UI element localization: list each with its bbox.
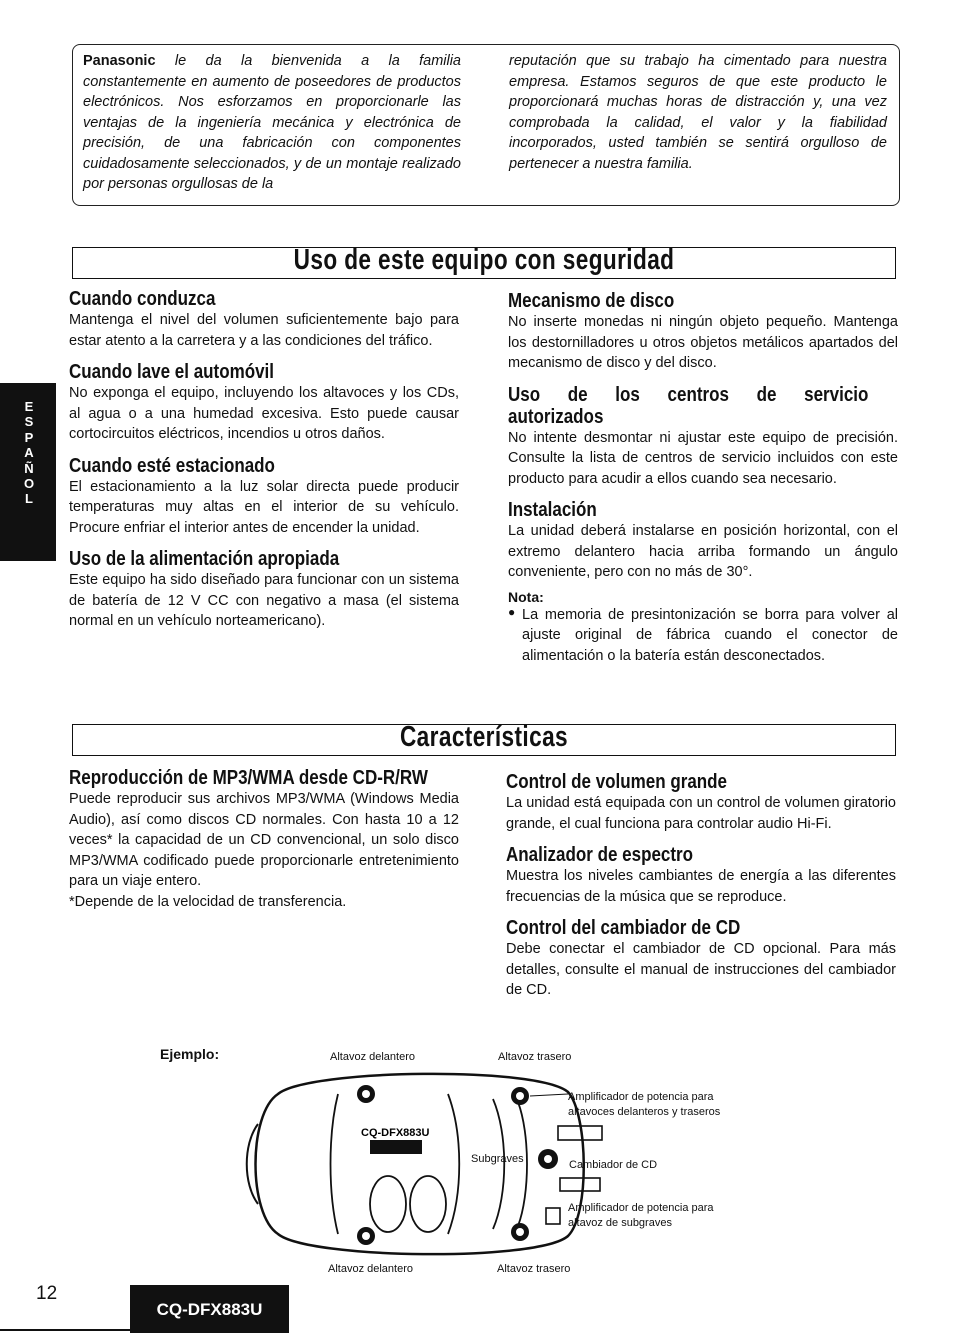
intro-box: [72, 44, 900, 206]
label-amp-front-rear: Amplificador de potencia para altavoces delanteros y traseros: [568, 1091, 721, 1118]
section-banner-features: [72, 721, 896, 756]
intro-left-text: Panasonic le da la bienvenida a la familia constantemente en aumento de poseedores de productos electrónicos. Nos esforzamos en proporcionarle las ventajas de la ingeniería mecánica y electrónica de precisión, de una fabricación con componentes cuidadosamente seleccionados, y de un montaje realizado por personas orgullosas de la: [83, 53, 461, 192]
features-left-column: [69, 767, 459, 912]
topic-disc-mechanism: Mecanismo de disco No inserte monedas ni ningún objeto pequeño. Mantenga los destornilladores u otros objetos metálicos apartados del mecanismo de disco y del disco.: [508, 290, 898, 371]
model-tab: [130, 1285, 289, 1333]
label-rear-speaker-bottom: Altavoz trasero: [497, 1263, 571, 1275]
language-tab-label: E S P A Ñ O L: [24, 399, 35, 507]
section-title-safety: Uso de este equipo con seguridad: [293, 244, 675, 276]
topic-parked: Cuando esté estacionado El estacionamiento a la luz solar directa puede producir temperaturas muy altas en el interior de su vehículo. Procure enfriar el interior antes de encender la unidad.: [69, 454, 459, 536]
example-label: Ejemplo:: [160, 1046, 220, 1062]
amp-sub-icon: [546, 1208, 560, 1224]
features-right-column: [506, 771, 896, 1001]
label-subwoofer: Subgraves: [471, 1153, 524, 1165]
seat-left: [370, 1176, 406, 1232]
section-title-features: Características: [399, 721, 569, 753]
bullet-icon: ●: [508, 604, 516, 619]
feature-mp3-wma: Reproducción de MP3/WMA desde CD-R/RW Puede reproducir sus archivos MP3/WMA (Windows Media Audio), así como discos CD normales. Con hasta 10 a 12 veces* la capacidad de un CD convencional, un solo disco MP3/WMA codificado puede proporcionarle entretenimiento para un viaje entero.: [69, 767, 459, 889]
note-item: ● La memoria de presintonización se borra para volver al ajuste original de fábrica cuando el conector de alimentación o la batería están desconectados.: [508, 604, 898, 664]
topic-installation: Instalación La unidad deberá instalarse en posición horizontal, con el extremo delantero hacia arriba formando un ángulo conveniente, pero con no más de 30°.: [508, 499, 898, 580]
topic-driving: Cuando conduzca Mantenga el nivel del volumen suficientemente bajo para estar atento a la carretera y a las condiciones del tráfico.: [69, 288, 459, 349]
label-front-speaker-bottom: Altavoz delantero: [328, 1263, 413, 1275]
topic-washing: Cuando lave el automóvil No exponga el equipo, incluyendo los altavoces y los CDs, al agua o a una humedad excesiva. Esto puede causar cortocircuitos eléctricos, incendios u otros daños.: [69, 361, 459, 442]
language-tab: [0, 383, 56, 561]
feature-spectrum-analyzer: Analizador de espectro Muestra los niveles cambiantes de energía a las diferentes frecuencias de la música que se reproduce.: [506, 844, 896, 905]
label-amp-subwoofer: Amplificador de potencia para altavoz de subgraves: [568, 1202, 714, 1229]
seat-right: [410, 1176, 446, 1232]
cd-changer-icon: [560, 1178, 600, 1191]
footnote: *Depende de la velocidad de transferencia.: [69, 893, 347, 910]
safety-right-column: [508, 290, 898, 666]
footer-rule: [0, 1329, 130, 1331]
safety-left-column: [69, 288, 459, 632]
label-rear-speaker-top: Altavoz trasero: [498, 1051, 572, 1063]
label-front-speaker-top: Altavoz delantero: [330, 1051, 415, 1063]
section-banner-safety: [72, 244, 896, 279]
page-number: 12: [36, 1283, 58, 1304]
topic-power: Uso de la alimentación apropiada Este equipo ha sido diseñado para funcionar con un sistema de batería de 12 V CC con negativo a masa (el sistema normal en un vehículo norteamericano).: [69, 548, 459, 629]
car-body-outline: [256, 1074, 584, 1254]
brand-name: Panasonic: [83, 53, 156, 69]
intro-right-text: reputación que su trabajo ha cimentado para nuestra empresa. Estamos seguros de que este producto le proporcionará muchas horas de distracción y, una vez comprobada la calidad, el valor y la fiabilidad incorporados, usted también se sentirá orgulloso de pertenecer a nuestra familia.: [509, 53, 887, 172]
feature-volume-control: Control de volumen grande La unidad está equipada con un control de volumen giratorio grande, el cual funciona para controlar audio Hi-Fi.: [506, 771, 896, 832]
note-label: Nota:: [508, 588, 544, 605]
topic-service-centers: Uso de los centros de servicio autorizados No intente desmontar ni ajustar este equipo de precisión. Consulte la lista de centros de servicio incluidos con este producto para acudir a ellos cuando sea necesario.: [508, 383, 898, 487]
feature-cd-changer: Control del cambiador de CD Debe conectar el cambiador de CD opcional. Para más detalles, consulte el manual de instrucciones del cambiador de CD.: [506, 917, 896, 998]
model-label: CQ-DFX883U: [156, 1300, 263, 1319]
unit-label: CQ-DFX883U: [361, 1127, 430, 1139]
head-unit-display: [370, 1140, 422, 1154]
label-cd-changer: Cambiador de CD: [569, 1159, 658, 1171]
car-diagram: [238, 1064, 618, 1264]
